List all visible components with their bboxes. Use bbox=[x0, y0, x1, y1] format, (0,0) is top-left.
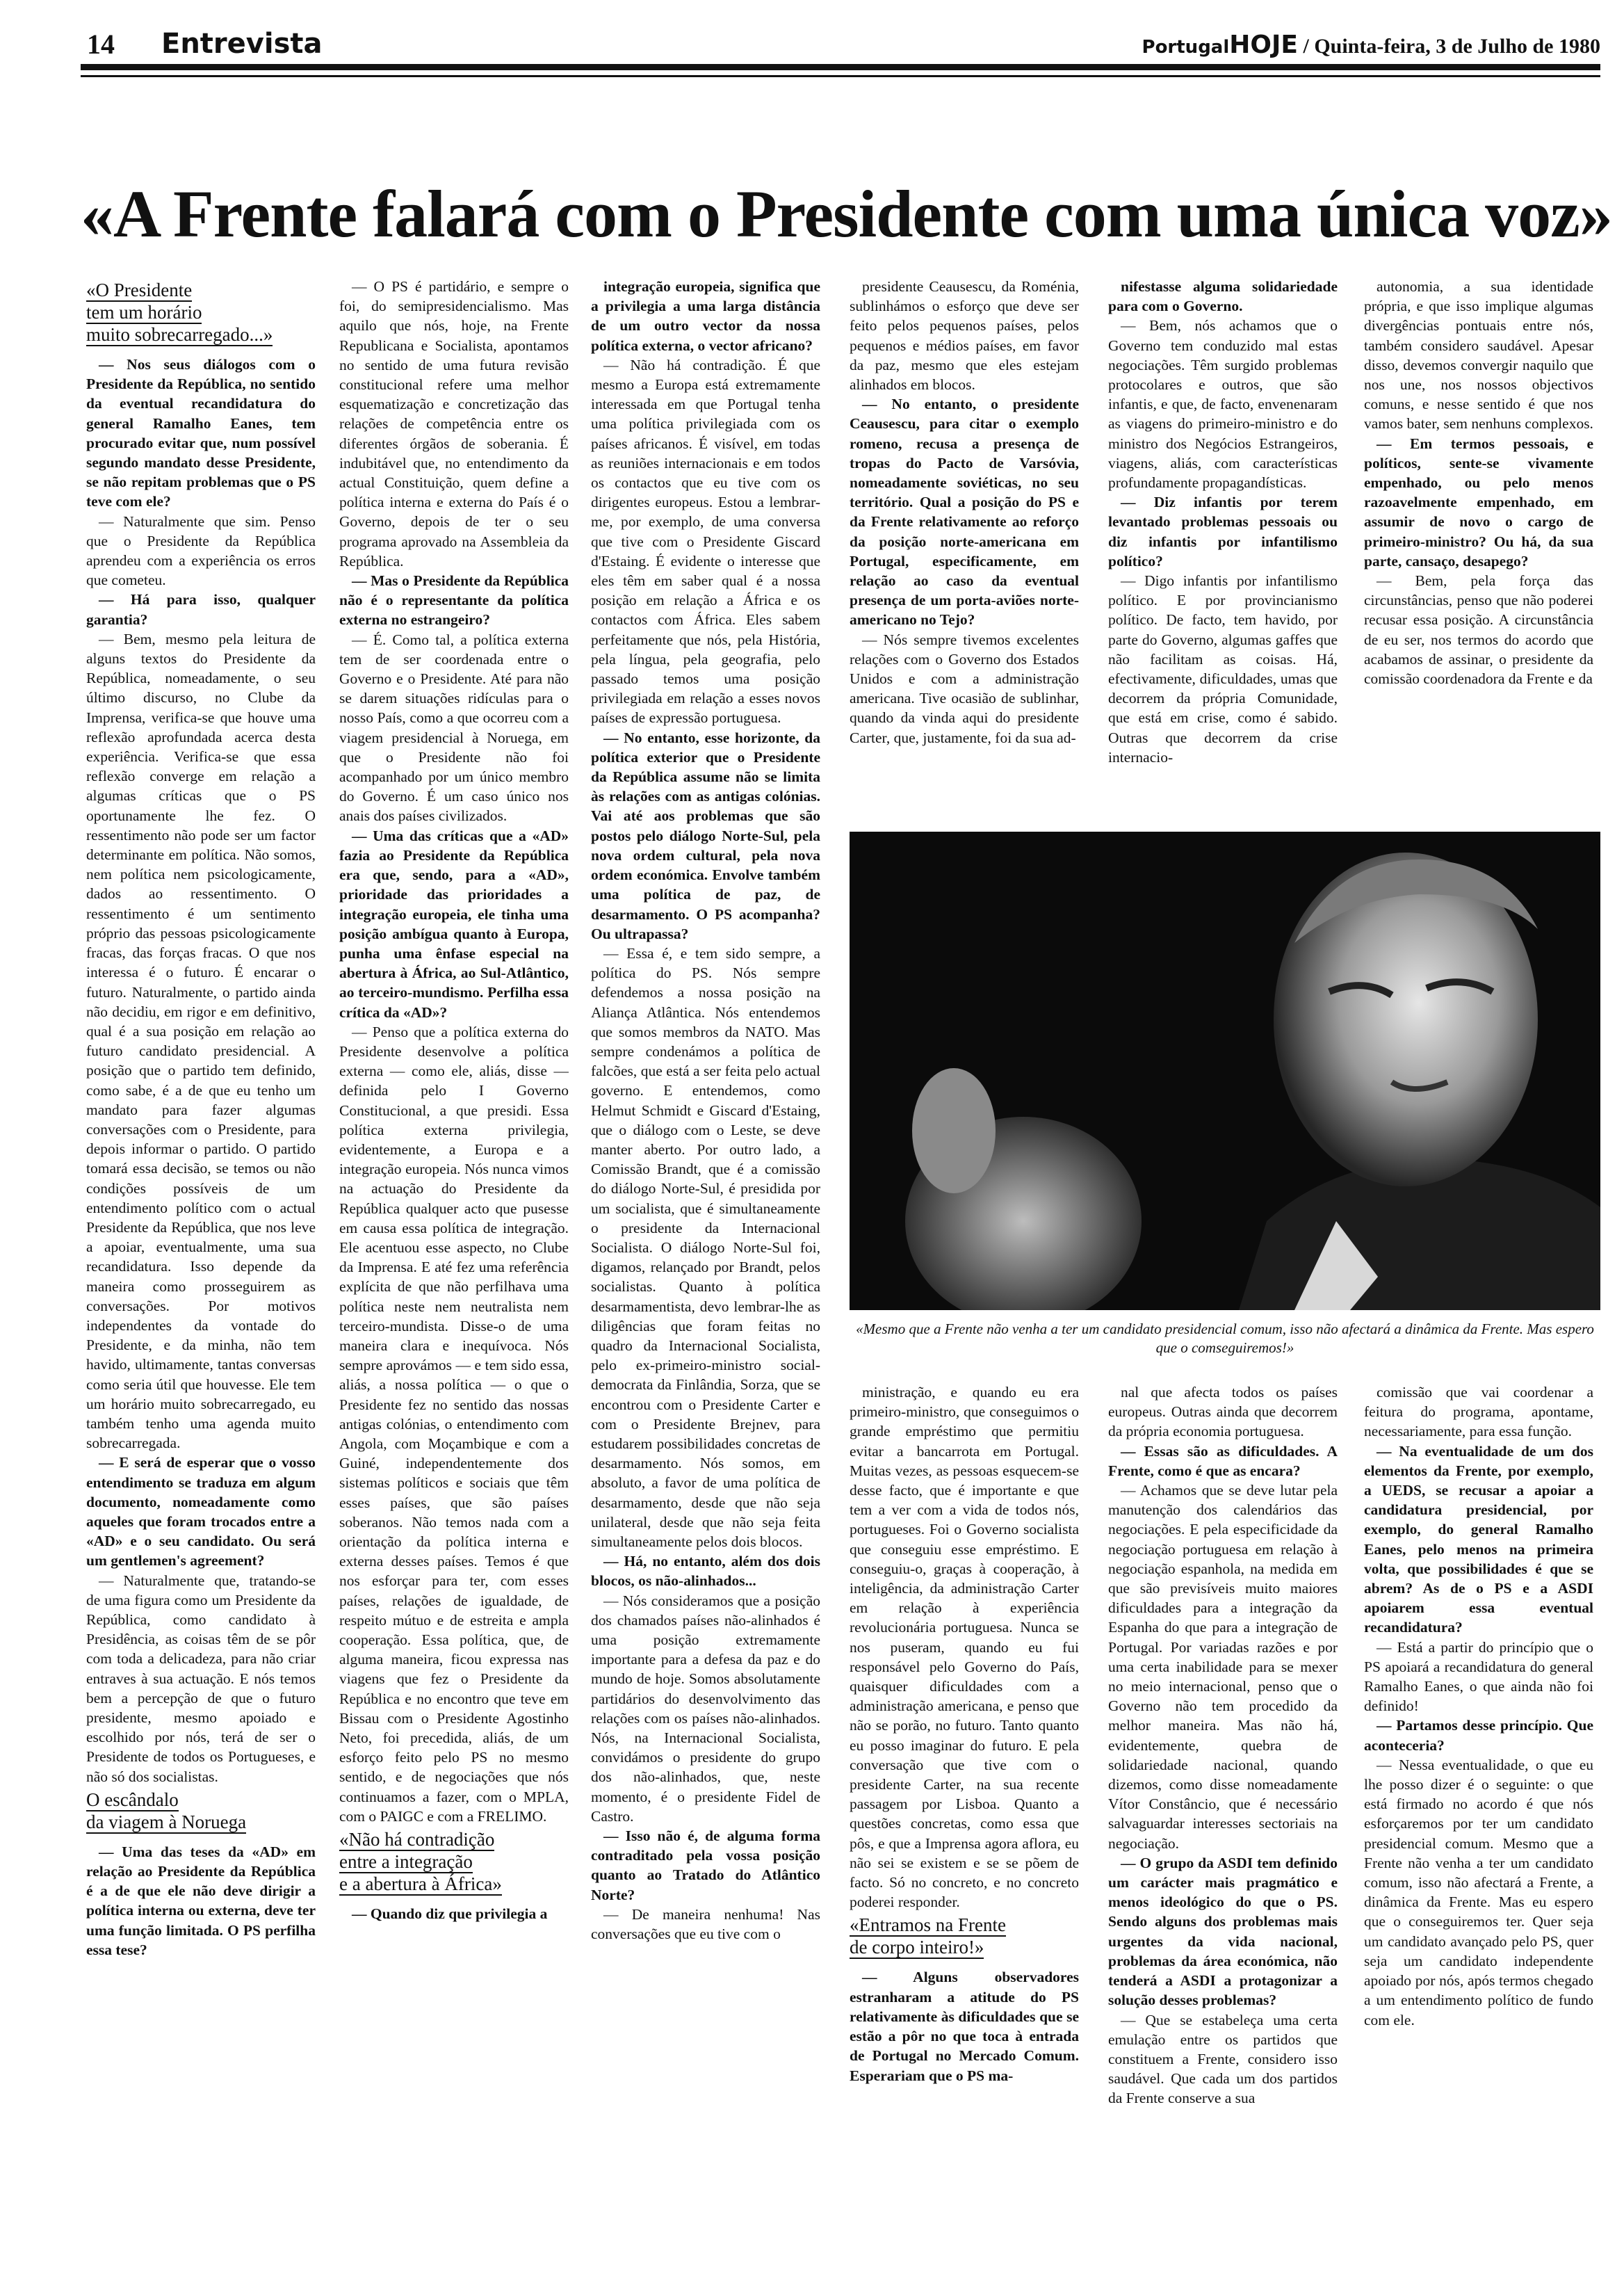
subheading bbox=[339, 1829, 569, 1896]
subheading-line: e a abertura à África» bbox=[339, 1873, 502, 1895]
portrait-image bbox=[850, 832, 1600, 1310]
article-column-2 bbox=[339, 277, 569, 2196]
interview-question: — E será de esperar que o vosso entendimento se traduza em algum documento, nomeadamente como aqueles que foram trocados entre a «AD» e o seu candidato. Ou será um gentlemen's agreement? bbox=[86, 1454, 316, 1569]
section-title: Entrevista bbox=[161, 28, 323, 60]
article-column-5 bbox=[1108, 277, 1338, 819]
header-rule-thin bbox=[81, 75, 1600, 77]
subheading-line: da viagem à Noruega bbox=[86, 1811, 247, 1832]
header-rule-thick bbox=[81, 64, 1600, 70]
article-column-8 bbox=[1108, 1382, 1338, 2196]
brand-logo: PortugalHOJE bbox=[1142, 31, 1298, 59]
interview-answer: — Essa é, e tem sido sempre, a política do PS. Nós sempre defendemos a nossa posição na Aliança Atlântica. Nós entendemos que somos membros da NATO. Mas sempre condenámos a política de falcões, que está a ser feita pelo actual governo. E entendemos, como Helmut Schmidt e Giscard d'Estaing, que o diálogo com o Leste, se deve manter aberto. Por outro lado, a Comissão Brandt, que é a comissão do diálogo Norte-Sul, é presidida por um socialista, que é simultaneamente o presidente da Internacional Socialista. O diálogo Norte-Sul foi, digamos, relançado por Brandt, pelos socialistas. Quanto à política desarmamentista, devo lembrar-lhe as diligências que foram feitas no quadro da Internacional Socialista, pelo ex-primeiro-ministro social-democrata da Finlândia, Sorza, que se encontrou com o Presidente Carter e com o Presidente Brejnev, para estudarem possibilidades concretas de desarmamento. Nós somos, em absoluto, a favor de uma política de desarmamento, desde que não seja unilateral, desde que não seja feita simultaneamente pelos dois blocos. bbox=[591, 944, 820, 1550]
article-column-9 bbox=[1364, 1382, 1593, 2196]
interview-question: — Há para isso, qualquer garantia? bbox=[86, 591, 316, 628]
interview-question: — Mas o Presidente da República não é o representante da política externa no estrangeiro? bbox=[339, 572, 569, 629]
interview-question: nifestasse alguma solidariedade para com o Governo. bbox=[1108, 278, 1338, 315]
interview-answer: — Bem, nós achamos que o Governo tem conduzido mal estas negociações. Têm surgido problemas protocolares e outros, que são infantis, e que, de facto, envenenaram as viagens do primeiro-ministro e do ministro dos Negócios Estrangeiros, viagens, aliás, com características profundamente propagandísticas. bbox=[1108, 317, 1338, 492]
interview-question: — Isso não é, de alguma forma contraditado pela vossa posição quanto ao Tratado do Atlântico Norte? bbox=[591, 1827, 820, 1903]
subheading bbox=[86, 280, 316, 346]
interview-answer: — Está a partir do princípio que o PS apoiará a recandidatura do general Ramalho Eanes, o que ainda não foi definido! bbox=[1364, 1638, 1593, 1715]
interview-answer: — Naturalmente que sim. Penso que o Presidente da República aprendeu com a experiência os erros que cometeu. bbox=[86, 513, 316, 589]
interview-answer: — Nós consideramos que a posição dos chamados países não-alinhados é uma posição extremamente importante para a defesa da paz e do mundo de hoje. Somos absolutamente partidários do desenvolvimento das relações com os países não-alinhados. Nós, na Internacional Socialista, convidámos o presidente do grupo dos não-alinhados, que, neste momento, é o presidente Fidel de Castro. bbox=[591, 1592, 820, 1825]
interview-question: — Na eventualidade de um dos elementos da Frente, por exemplo, a UEDS, se recusar a apoiar a candidatura presidencial, por exemplo, do general Ramalho Eanes, pelo menos na primeira volta, que possibilidades é que se abrem? As de o PS e a ASDI apoiarem essa eventual recandidatura? bbox=[1364, 1442, 1593, 1636]
interview-answer: ministração, e quando eu era primeiro-ministro, que conseguimos o grande empréstimo que permitiu evitar a bancarrota em Portugal. Muitas vezes, as pessoas esquecem-se desse facto, que é importante e que tem a ver com a vida de todos nós, portugueses. Foi o Governo socialista que conseguiu esse empréstimo. E conseguiu-o, graças à cooperação, à inteligência, da administração Carter em relação à experiência revolucionária portuguesa. Nunca se nos puseram, quando eu fui responsável pelo Governo do País, quaisquer dificuldades com a administração americana, e penso que não se porão, no futuro. Tanto quanto eu posso imaginar do futuro. E pela conversação que tive com o presidente Carter, na sua recente passagem por Lisboa. Quanto a questões concretas, como essa que pôs, e que a Imprensa agora aflora, eu não sei se existem e se se põem de facto. Só no concreto, e no concreto poderei responder. bbox=[850, 1384, 1079, 1911]
interview-answer: — Penso que a política externa do Presidente desenvolve a política externa — como ele, aliás, disse — definida pelo I Governo Constitucional, a que presidi. Essa política externa privilegia, evidentemente, a Europa e a integração europeia. Nós nunca vimos na actuação do Presidente da República qualquer acto que pusesse em causa essa política de integração. Ele acentuou esse aspecto, no Clube da Imprensa. E até fez uma referência explícita de que não perfilhava uma política neste nem neutralista nem terceiro-mundista. Disse-o de uma maneira clara e inequívoca. Nós sempre aprovámos — e tem sido essa, aliás, a nossa política — o que o Presidente fez no sentido das nossas antigas colónias, o entendimento com Angola, com Moçambique e com a Guiné, independentemente dos sistemas políticos e sociais que têm esses países, que são países soberanos. Não temos nada com a orientação da política interna e externa desses países. Temos é que nos esforçar para ter, com esses países, relações de igualdade, de respeito mútuo e de estreita e ampla cooperação. Essa política, que, de alguma maneira, ficou expressa nas viagens que fez o Presidente da República e no encontro que teve em Bissau com o Presidente Agostinho Neto, foi precedida, aliás, de um esforço feito pelo PS no mesmo sentido, e de negociações que nós continuamos a fazer, com o MPLA, com o PAIGC e com a FRELIMO. bbox=[339, 1023, 569, 1825]
interview-answer: comissão que vai coordenar a feitura do programa, apontame, necessariamente, para essa função. bbox=[1364, 1384, 1593, 1440]
photo-caption: «Mesmo que a Frente não venha a ter um candidato presidencial comum, isso não afectará a dinâmica da Frente. Mas espero que o comseguiremos!» bbox=[856, 1321, 1594, 1356]
subheading bbox=[850, 1914, 1079, 1959]
interview-question: — O grupo da ASDI tem definido um carácter mais pragmático e menos ideológico do que o PS. Sendo alguns dos problemas mais urgentes da vida nacional, problemas da área económica, não tenderá a ASDI a protagonizar a solução desses problemas? bbox=[1108, 1854, 1338, 2009]
interview-answer: — Naturalmente que, tratando-se de uma figura como um Presidente da República, como candidato à Presidência, as coisas têm de se pôr com toda a delicadeza, para não criar entraves à sua actuação. E nós temos bem a percepção de que o futuro presidente, mesmo apoiado e escolhido por nós, terá de ser o Presidente de todos os Portugueses, e não só dos socialistas. bbox=[86, 1572, 316, 1785]
subheading bbox=[86, 1789, 316, 1834]
article-column-6 bbox=[1364, 277, 1593, 819]
headline: «A Frente falará com o Presidente com uma única voz» bbox=[81, 177, 1612, 251]
interview-question: — Partamos desse princípio. Que aconteceria? bbox=[1364, 1717, 1593, 1754]
interview-answer: presidente Ceausescu, da Roménia, sublinhámos o esforço que deve ser feito pelos pequenos países, pelos pequenos e médios países, em favor da paz, mesmo que eles estejam alinhados em blocos. bbox=[850, 278, 1079, 394]
interview-question: — No entanto, esse horizonte, da política exterior que o Presidente da República assume não se limita às relações com as antigas colónias. Vai até aos problemas que são postos pelo diálogo Norte-Sul, pela nova ordem cultural, pela nova ordem económica. Envolve também uma política de paz, de desarmamento. O PS acompanha? Ou ultrapassa? bbox=[591, 729, 820, 942]
subheading-line: tem um horário bbox=[86, 302, 202, 323]
interview-answer: — De maneira nenhuma! Nas conversações que eu tive com o bbox=[591, 1905, 820, 1943]
interview-answer: — Bem, pela força das circunstâncias, penso que não poderei recusar essa posição. A circunstância de eu ser, nos termos do acordo que acabamos de assinar, o presidente da comissão coordenadora da Frente e da bbox=[1364, 572, 1593, 688]
article-column-7 bbox=[850, 1382, 1079, 2196]
dateline: / Quinta-feira, 3 de Julho de 1980 bbox=[1303, 35, 1600, 58]
interview-question: — Uma das críticas que a «AD» fazia ao Presidente da República era que, sendo, para a «AD», prioridade das prioridades a integração europeia, ele tinha uma posição ambígua quanto à Europa, punha uma ênfase especial na abertura à África, ao Sul-Atlântico, ao terceiro-mundismo. Perfilha essa crítica da «AD»? bbox=[339, 827, 569, 1021]
interview-question: — Quando diz que privilegia a bbox=[352, 1905, 548, 1923]
subheading-line: O escândalo bbox=[86, 1789, 179, 1810]
interview-question: — Em termos pessoais, e políticos, sente-se vivamente empenhado, ou pelo menos razoavelmente empenhado, em assumir de novo o cargo de primeiro-ministro? Ou há, da sua parte, cansaço, desapego? bbox=[1364, 435, 1593, 570]
interview-answer: — Que se estabeleça uma certa emulação entre os partidos que constituem a Frente, considero isso saudável. Que cada um dos partidos da Frente conserve a sua bbox=[1108, 2011, 1338, 2107]
interview-question: — Essas são as dificuldades. A Frente, como é que as encara? bbox=[1108, 1442, 1338, 1479]
subheading-line: «Não há contradição bbox=[339, 1829, 495, 1850]
interview-answer: — Não há contradição. É que mesmo a Europa está extremamente interessada em que Portugal tenha uma política privilegiada com os países africanos. É visível, em todas as reuniões internacionais e em todos os contactos que eu tive com os dirigentes europeus. Estou a lembrar-me, por exemplo, de uma conversa que tive com o Presidente Giscard d'Estaing. É evidente o interesse que eles têm em saber qual é a nossa posição em relação a África e os contactos com África. Eles sabem perfeitamente que nós, pela História, pela língua, pela geografia, pelo passado temos uma posição privilegiada em relação a esses novos países de expressão portuguesa. bbox=[591, 356, 820, 727]
interview-answer: — É. Como tal, a política externa tem de ser coordenada entre o Governo e o Presidente. Até para não se darem situações ridículas para o nosso País, como a que ocorreu com a viagem presidencial à Noruega, em que o Presidente não foi acompanhado por um único membro do Governo. É um caso único nos anais dos países civilizados. bbox=[339, 631, 569, 825]
page-number: 14 bbox=[87, 29, 115, 60]
interview-answer: — O PS é partidário, e sempre o foi, do semipresidencialismo. Mas aquilo que nós, hoje, na Frente Republicana e Socialista, apontamos no sentido de uma futura revisão constitucional refere uma melhor esquematização e concretização das relações de competência entre os diferentes órgãos de soberania. É indubitável que, no entendimento da actual Constituição, quem define a política interna e externa do País é o Governo, depois de ter o seu programa aprovado na Assembleia da República. bbox=[339, 278, 569, 570]
interview-answer: — Achamos que se deve lutar pela manutenção dos calendários das negociações. E pela especificidade da negociação portuguesa em relação à negociação espanhola, na medida em que são previsíveis muito maiores dificuldades para a integração da Espanha do que para a integração de Portugal. Por variadas razões e por uma certa inabilidade para se mexer no meio internacional, penso que o Governo não tem procedido da melhor maneira. Mas não há, evidentemente, quebra de solidariedade nacional, quando dizemos, como disse nomeadamente Vítor Constâncio, que é necessário salvaguardar interesses sectoriais na negociação. bbox=[1108, 1482, 1338, 1852]
interview-question: — Nos seus diálogos com o Presidente da República, no sentido da eventual recandidatura do general Ramalho Eanes, tem procurado evitar que, num possível segundo mandato desse Presidente, se não repitam problemas que o PS teve com ele? bbox=[86, 356, 316, 510]
article-column-1 bbox=[86, 277, 316, 2196]
interview-answer: — Nós sempre tivemos excelentes relações com o Governo dos Estados Unidos e com a administração americana. Tive ocasião de sublinhar, quando da vinda aqui do presidente Carter, que, justamente, foi da sua ad- bbox=[850, 631, 1079, 746]
interview-question: — Alguns observadores estranharam a atitude do PS relativamente às dificuldades que se estão a pôr no que toca à entrada de Portugal no Mercado Comum. Esperariam que o PS ma- bbox=[850, 1969, 1079, 2084]
interview-answer: nal que afecta todos os países europeus. Outras ainda que decorrem da própria economia portuguesa. bbox=[1108, 1384, 1338, 1440]
interview-photo bbox=[850, 832, 1600, 1310]
interview-answer: autonomia, a sua identidade própria, e que isso implique algumas divergências pontuais entre nós, também considero saudável. Apesar disso, devemos convergir naquilo que nos une, nos nossos objectivos comuns, e nesse sentido é que nos vamos bater, sem nenhuns complexos. bbox=[1364, 278, 1593, 433]
subheading-line: de corpo inteiro!» bbox=[850, 1937, 984, 1958]
interview-answer: — Digo infantis por infantilismo político. E por provincianismo político. De facto, tem havido, por parte do Governo, algumas gaffes que não facilitam as coisas. Há, efectivamente, dificuldades, umas que decorrem da própria Comunidade, que está em crise, como é sabido. Outras que decorrem da crise internacio- bbox=[1108, 572, 1338, 766]
subheading-line: «O Presidente bbox=[86, 280, 193, 300]
subheading-line: «Entramos na Frente bbox=[850, 1914, 1006, 1936]
subheading-line: muito sobrecarregado...» bbox=[86, 324, 273, 345]
masthead bbox=[1142, 31, 1600, 59]
interview-answer: — Bem, mesmo pela leitura de alguns textos do Presidente da República, nomeadamente, o seu último discurso, no Clube da Imprensa, verifica-se que houve uma reflexão aprofundada acerca desta experiência. Verifica-se que essa reflexão converge em relação a algumas críticas que o PS oportunamente lhe fez. O ressentimento não pode ser um factor determinante em política. Não somos, nem política nem psicologicamente, dados ao ressentimento. O ressentimento é um sentimento próprio das pessoas psicologicamente fracas, das forças fracas. O que nos interessa é o futuro. É encarar o futuro. Naturalmente, o partido ainda não decidiu, em rigor e em definitivo, qual é a sua posição em relação ao futuro candidato presidencial. A posição que o partido tem definido, como sabe, é a de que eu tenho um mandato para fazer algumas conversações com o Presidente, para depois informar o partido. O partido tomará essa decisão, se temos ou não condições possíveis de um entendimento político com o actual Presidente da República, que nos leve a apoiar, eventualmente, uma sua recandidatura. Isso depende da maneira como prosseguirem as conversações. Por motivos independentes da vontade do Presidente, e da minha, não tem havido, ultimamente, tantas conversas como seria útil que houvesse. Ele tem um horário muito sobrecarregado, eu também tenho uma agenda muito sobrecarregada. bbox=[86, 630, 316, 1452]
interview-question: — Diz infantis por terem levantado problemas pessoais ou diz infantis por infantilismo político? bbox=[1108, 494, 1338, 570]
interview-question: — Há, no entanto, além dos dois blocos, os não-alinhados... bbox=[591, 1553, 820, 1590]
interview-question: — Uma das teses da «AD» em relação ao Presidente da República é a de que ele não deve dirigir a política interna ou externa, deve ter uma função limitada. O PS perfilha essa tese? bbox=[86, 1843, 316, 1958]
article-column-3 bbox=[591, 277, 820, 2196]
subheading-line: entre a integração bbox=[339, 1851, 473, 1873]
interview-answer: — Nessa eventualidade, o que eu lhe posso dizer é o seguinte: o que está firmado no acordo é que nós esforçaremos por ter um candidato presidencial comum. Mesmo que a Frente não venha a ter um candidato comum, isso não afectará a Frente, a dinâmica da Frente. Mas eu espero que o conseguiremos ter. Quer seja um candidato avançado pelo PS, quer seja um candidato independente apoiado por nós, após termos chegado a um entendimento político de fundo com ele. bbox=[1364, 1756, 1593, 2028]
interview-question: integração europeia, significa que a privilegia a uma larga distância de um outro vector da nossa política externa, o vector africano? bbox=[591, 278, 820, 354]
interview-question: — No entanto, o presidente Ceausescu, para citar o exemplo romeno, recusa a presença de tropas do Pacto de Varsóvia, nomeadamente soviéticas, no seu território. Qual a posição do PS e da Frente relativamente ao reforço da posição norte-americana em Portugal, especificamente, em relação ao caso da eventual presença de um porta-aviões norte-americano no Tejo? bbox=[850, 396, 1079, 629]
article-column-4 bbox=[850, 277, 1079, 819]
